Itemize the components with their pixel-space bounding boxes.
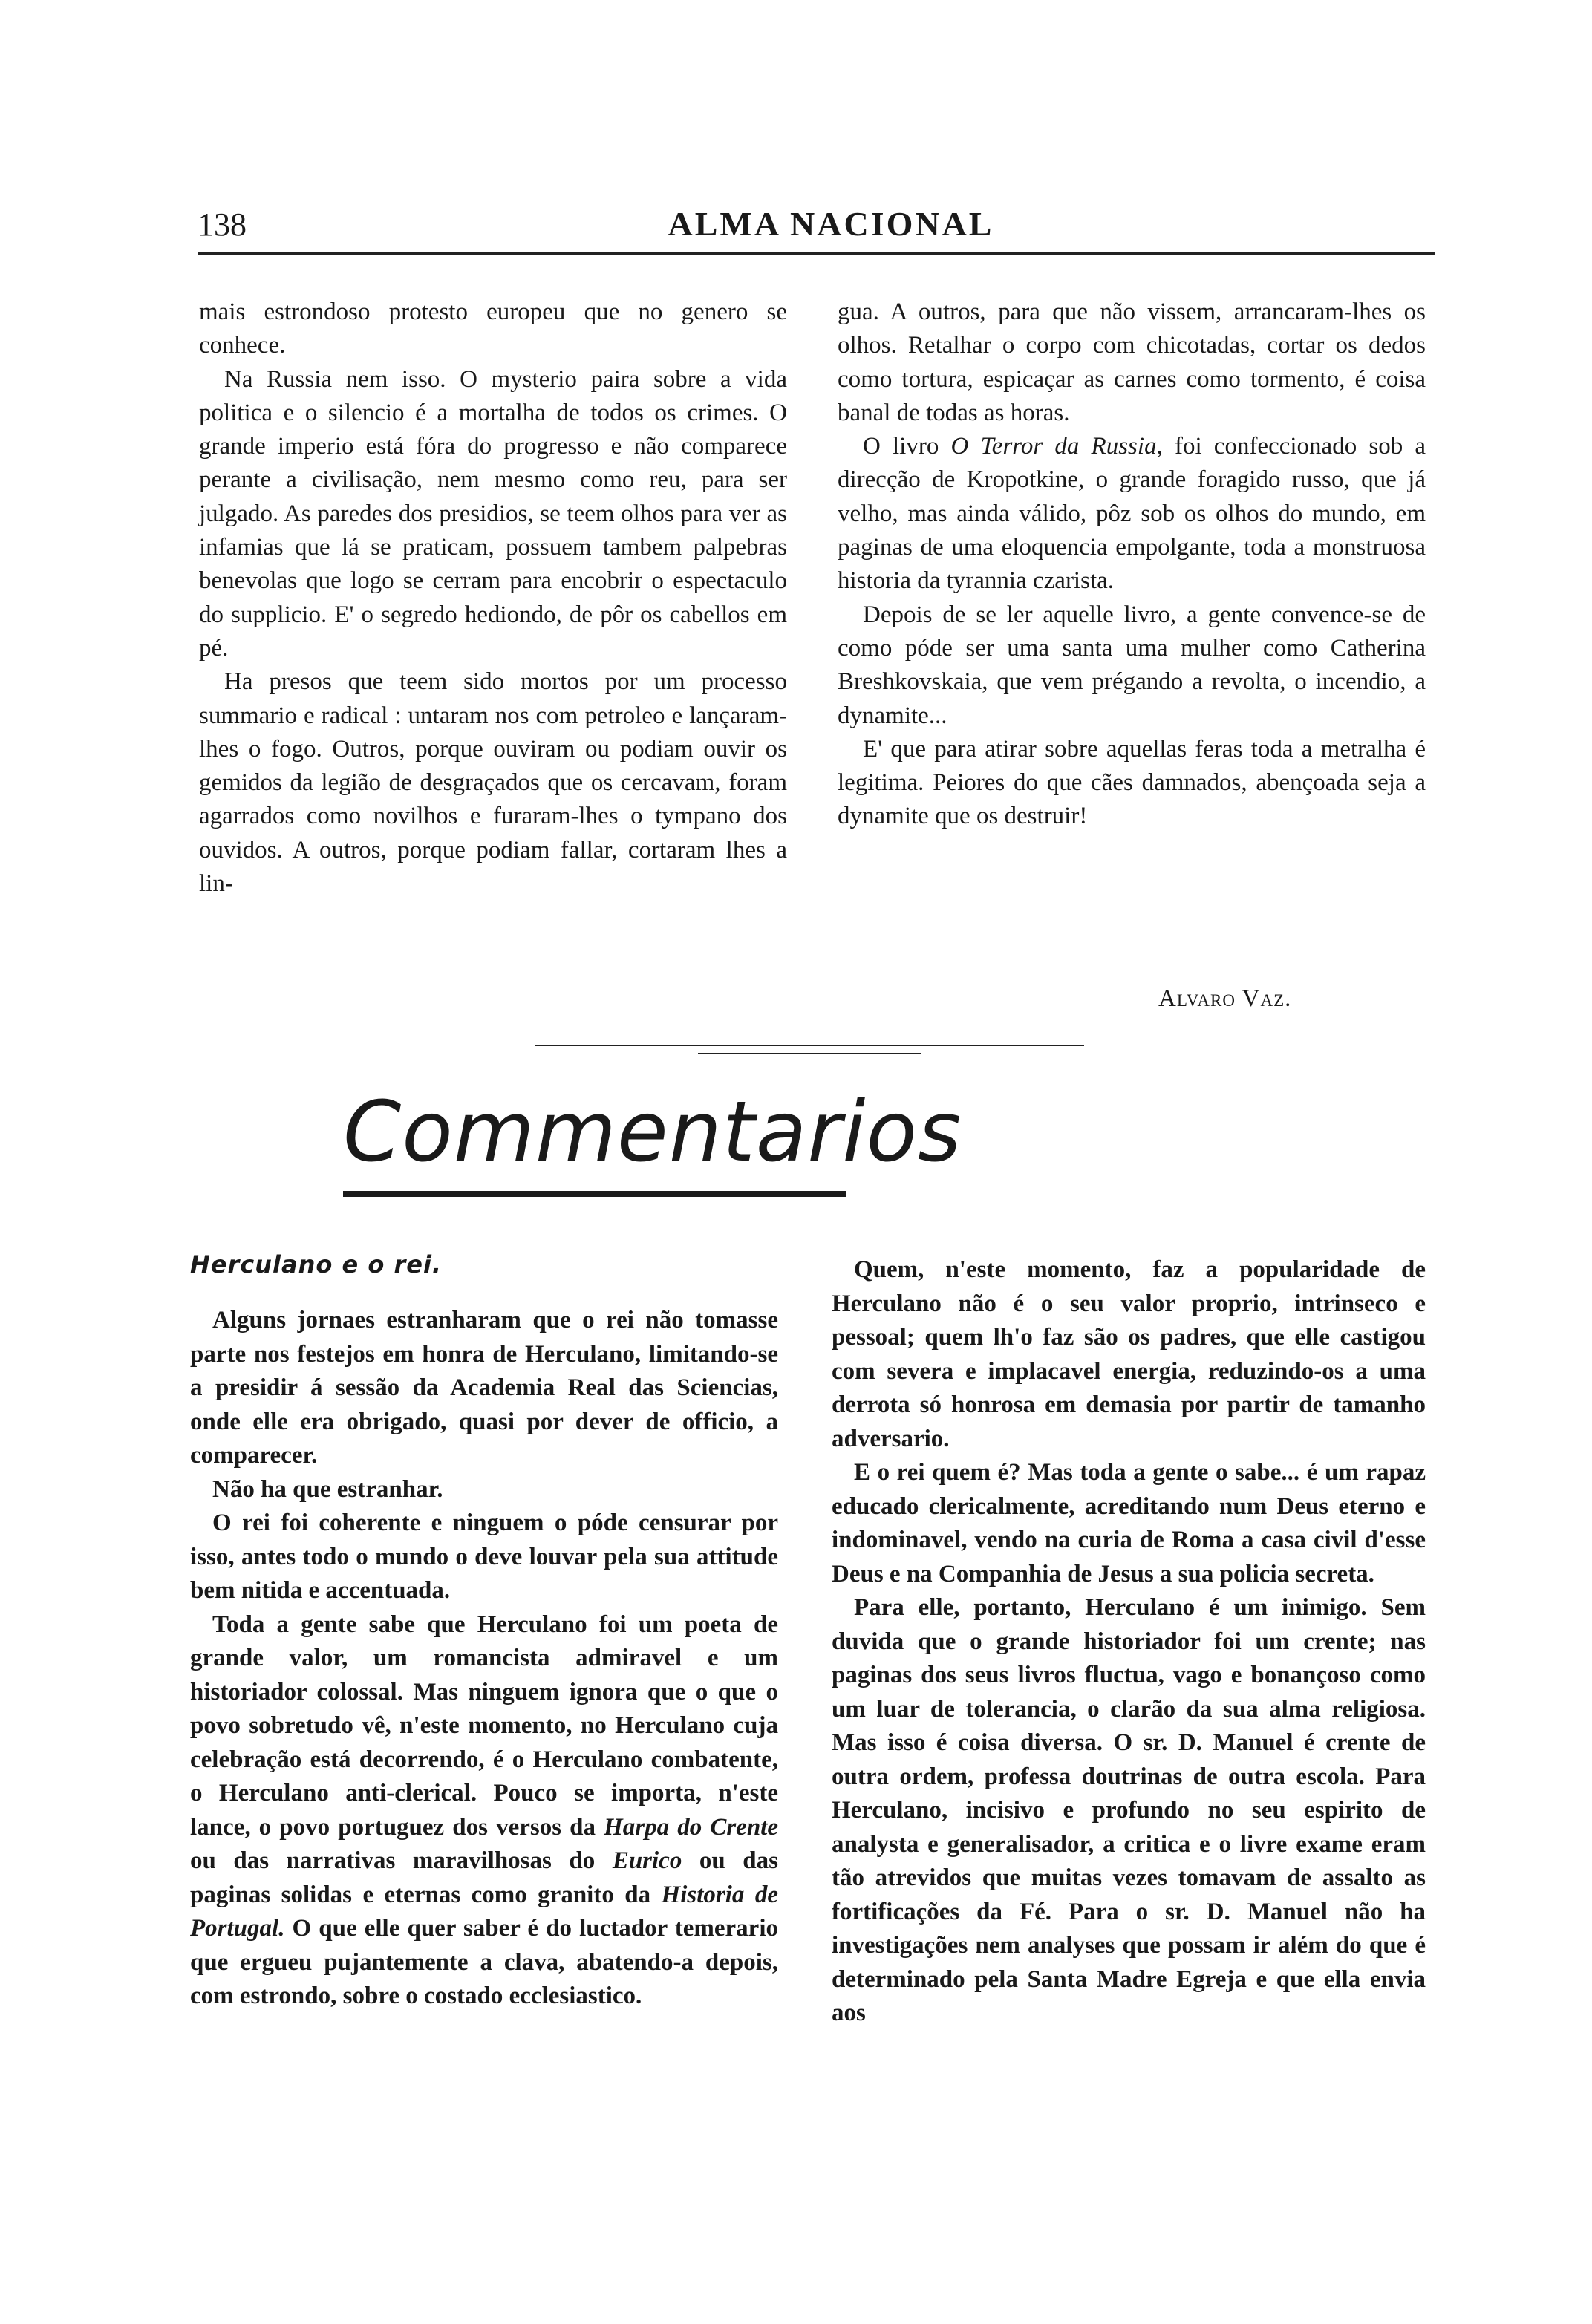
paragraph bbox=[838, 430, 1426, 598]
text-run: O livro bbox=[863, 433, 951, 460]
work-title: Eurico bbox=[612, 1847, 682, 1874]
paragraph: Ha presos que teem sido mortos por um processo summario e radical : untaram nos com petroleo e lançaram-lhes o fogo. Outros, porque ouviram ou podiam ouvir os gemidos da legião de desgraçados que os cercavam, foram agarrados como novilhos e furaram-lhes o tympano dos ouvidos. A outros, porque podiam fallar, cortaram lhes a lin- bbox=[199, 668, 787, 898]
section-title: Commentarios bbox=[343, 1084, 962, 1181]
text-run: Toda a gente sabe que Herculano foi um poeta de grande valor, um romancista admiravel e um historiador colossal. Mas ninguem ignora que o que o povo sobretudo vê, n'este momento, no Herculano cuja celebração está decorrendo, é o Herculano combatente, o Herculano anti-clerical. Pouco se importa, n'este lance, o povo portuguez dos versos da bbox=[190, 1610, 778, 1841]
separator-line bbox=[535, 1045, 1084, 1046]
paragraph: Não ha que estranhar. bbox=[212, 1475, 443, 1503]
paragraph: E o rei quem é? Mas toda a gente o sabe... é um rapaz educado clericalmente, acreditando num Deus eterno e indominavel, vendo na curia de Roma a casa civil d'esse Deus e na Companhia de Jesus a sua policia secreta. bbox=[832, 1459, 1426, 1587]
running-head bbox=[198, 205, 1435, 249]
separator-line-short bbox=[698, 1053, 921, 1054]
paragraph: Quem, n'este momento, faz a popularidade de Herculano não é o seu valor proprio, intrinseco e pessoal; quem lh'o faz são os padres, que elle castigou com severa e implacavel energia, reduzindo-os a uma derrota só honrosa em demasia por partir de tamanho adversario. bbox=[832, 1256, 1426, 1452]
paragraph: mais estrondoso protesto europeu que no genero se conhece. bbox=[199, 298, 787, 359]
work-title: Historia de Portugal. bbox=[190, 1881, 778, 1942]
book-title: O Terror da Russia bbox=[950, 433, 1157, 460]
paragraph: Para elle, portanto, Herculano é um inimigo. Sem duvida que o grande historiador foi um crente; nas paginas dos seus livros fluctua, vago e bonançoso como um luar de tolerancia, o clarão da sua alma religiosa. Mas isso é coisa diversa. O sr. D. Manuel é crente de outra ordem, professa doutrinas de outra escola. Para Herculano, incisivo e profundo no seu espirito de analysta e generalisador, a critica e o livre exame eram tão atrevidos que muitas vezes tomavam de assalto as fortificações da Fé. Para o sr. D. Manuel não ha investigações nem analyses que possam ir além do que é determinado pela Santa Madre Egreja e que ella envia aos bbox=[832, 1594, 1426, 2026]
paragraph: E' que para atirar sobre aquellas feras toda a metralha é legitima. Peiores do que cães damnados, abençoada seja a dynamite que os destruir! bbox=[838, 735, 1426, 830]
header-rule bbox=[198, 252, 1435, 255]
text-run: ou das narrativas maravilhosas do bbox=[190, 1847, 613, 1874]
article2-column-1 bbox=[190, 1304, 778, 2014]
paragraph: Depois de se ler aquelle livro, a gente convence-se de como póde ser uma santa uma mulher como Catherina Breshkovskaia, que vem prégando a revolta, o incendio, a dynamite... bbox=[838, 601, 1426, 729]
text-run: ou das paginas solidas e eternas como granito da bbox=[190, 1847, 778, 1908]
paragraph: gua. A outros, para que não vissem, arrancaram-lhes os olhos. Retalhar o corpo com chicotadas, cortar os dedos como tortura, espicaçar as carnes como tormento, é coisa banal de todas as horas. bbox=[838, 298, 1426, 426]
paragraph: O rei foi coherente e ninguem o póde censurar por isso, antes todo o mundo o deve louvar pela sua attitude bem nitida e accentuada. bbox=[190, 1509, 778, 1604]
section-title-underline bbox=[343, 1191, 846, 1197]
article-subheading: Herculano e o rei. bbox=[190, 1250, 443, 1279]
author-signature bbox=[1158, 985, 1291, 1013]
paragraph: Na Russia nem isso. O mysterio paira sobre a vida politica e o silencio é a mortalha de todos os crimes. O grande imperio está fóra do progresso e não comparece perante a civilisação, nem mesmo como reu, para ser julgado. As paredes dos presidios, se teem olhos para ver as infamias que lá se praticam, possuem tambem palpebras benevolas que logo se cerram para encobrir o espectaculo do supplicio. E' o segredo hediondo, de pôr os cabellos em pé. bbox=[199, 365, 787, 662]
article1-column-1 bbox=[199, 296, 787, 901]
work-title: Harpa do Crente bbox=[604, 1813, 778, 1841]
text-run: , foi confeccionado sob a direcção de Kropotkine, o grande foragido russo, que já velho, mas ainda válido, pôz sob os olhos do mundo, em paginas de uma eloquencia empolgante, toda a monstruosa historia da tyrannia czarista. bbox=[838, 433, 1426, 595]
paragraph: Alguns jornaes estranharam que o rei não tomasse parte nos festejos em honra de Herculano, limitando-se a presidir á sessão da Academia Real das Sciencias, onde elle era obrigado, quasi por dever de officio, a comparecer. bbox=[190, 1307, 778, 1469]
article1-column-2 bbox=[838, 296, 1426, 834]
journal-title: ALMA NACIONAL bbox=[668, 205, 994, 243]
paragraph bbox=[190, 1608, 778, 2014]
article2-column-2 bbox=[832, 1253, 1426, 2031]
signature-text: Alvaro Vaz. bbox=[1158, 985, 1292, 1012]
text-run: O que elle quer saber é do luctador temerario que ergueu pujantemente a clava, abatendo-a depois, com estrondo, sobre o costado ecclesiastico. bbox=[190, 1915, 778, 2009]
page-number: 138 bbox=[198, 206, 247, 243]
